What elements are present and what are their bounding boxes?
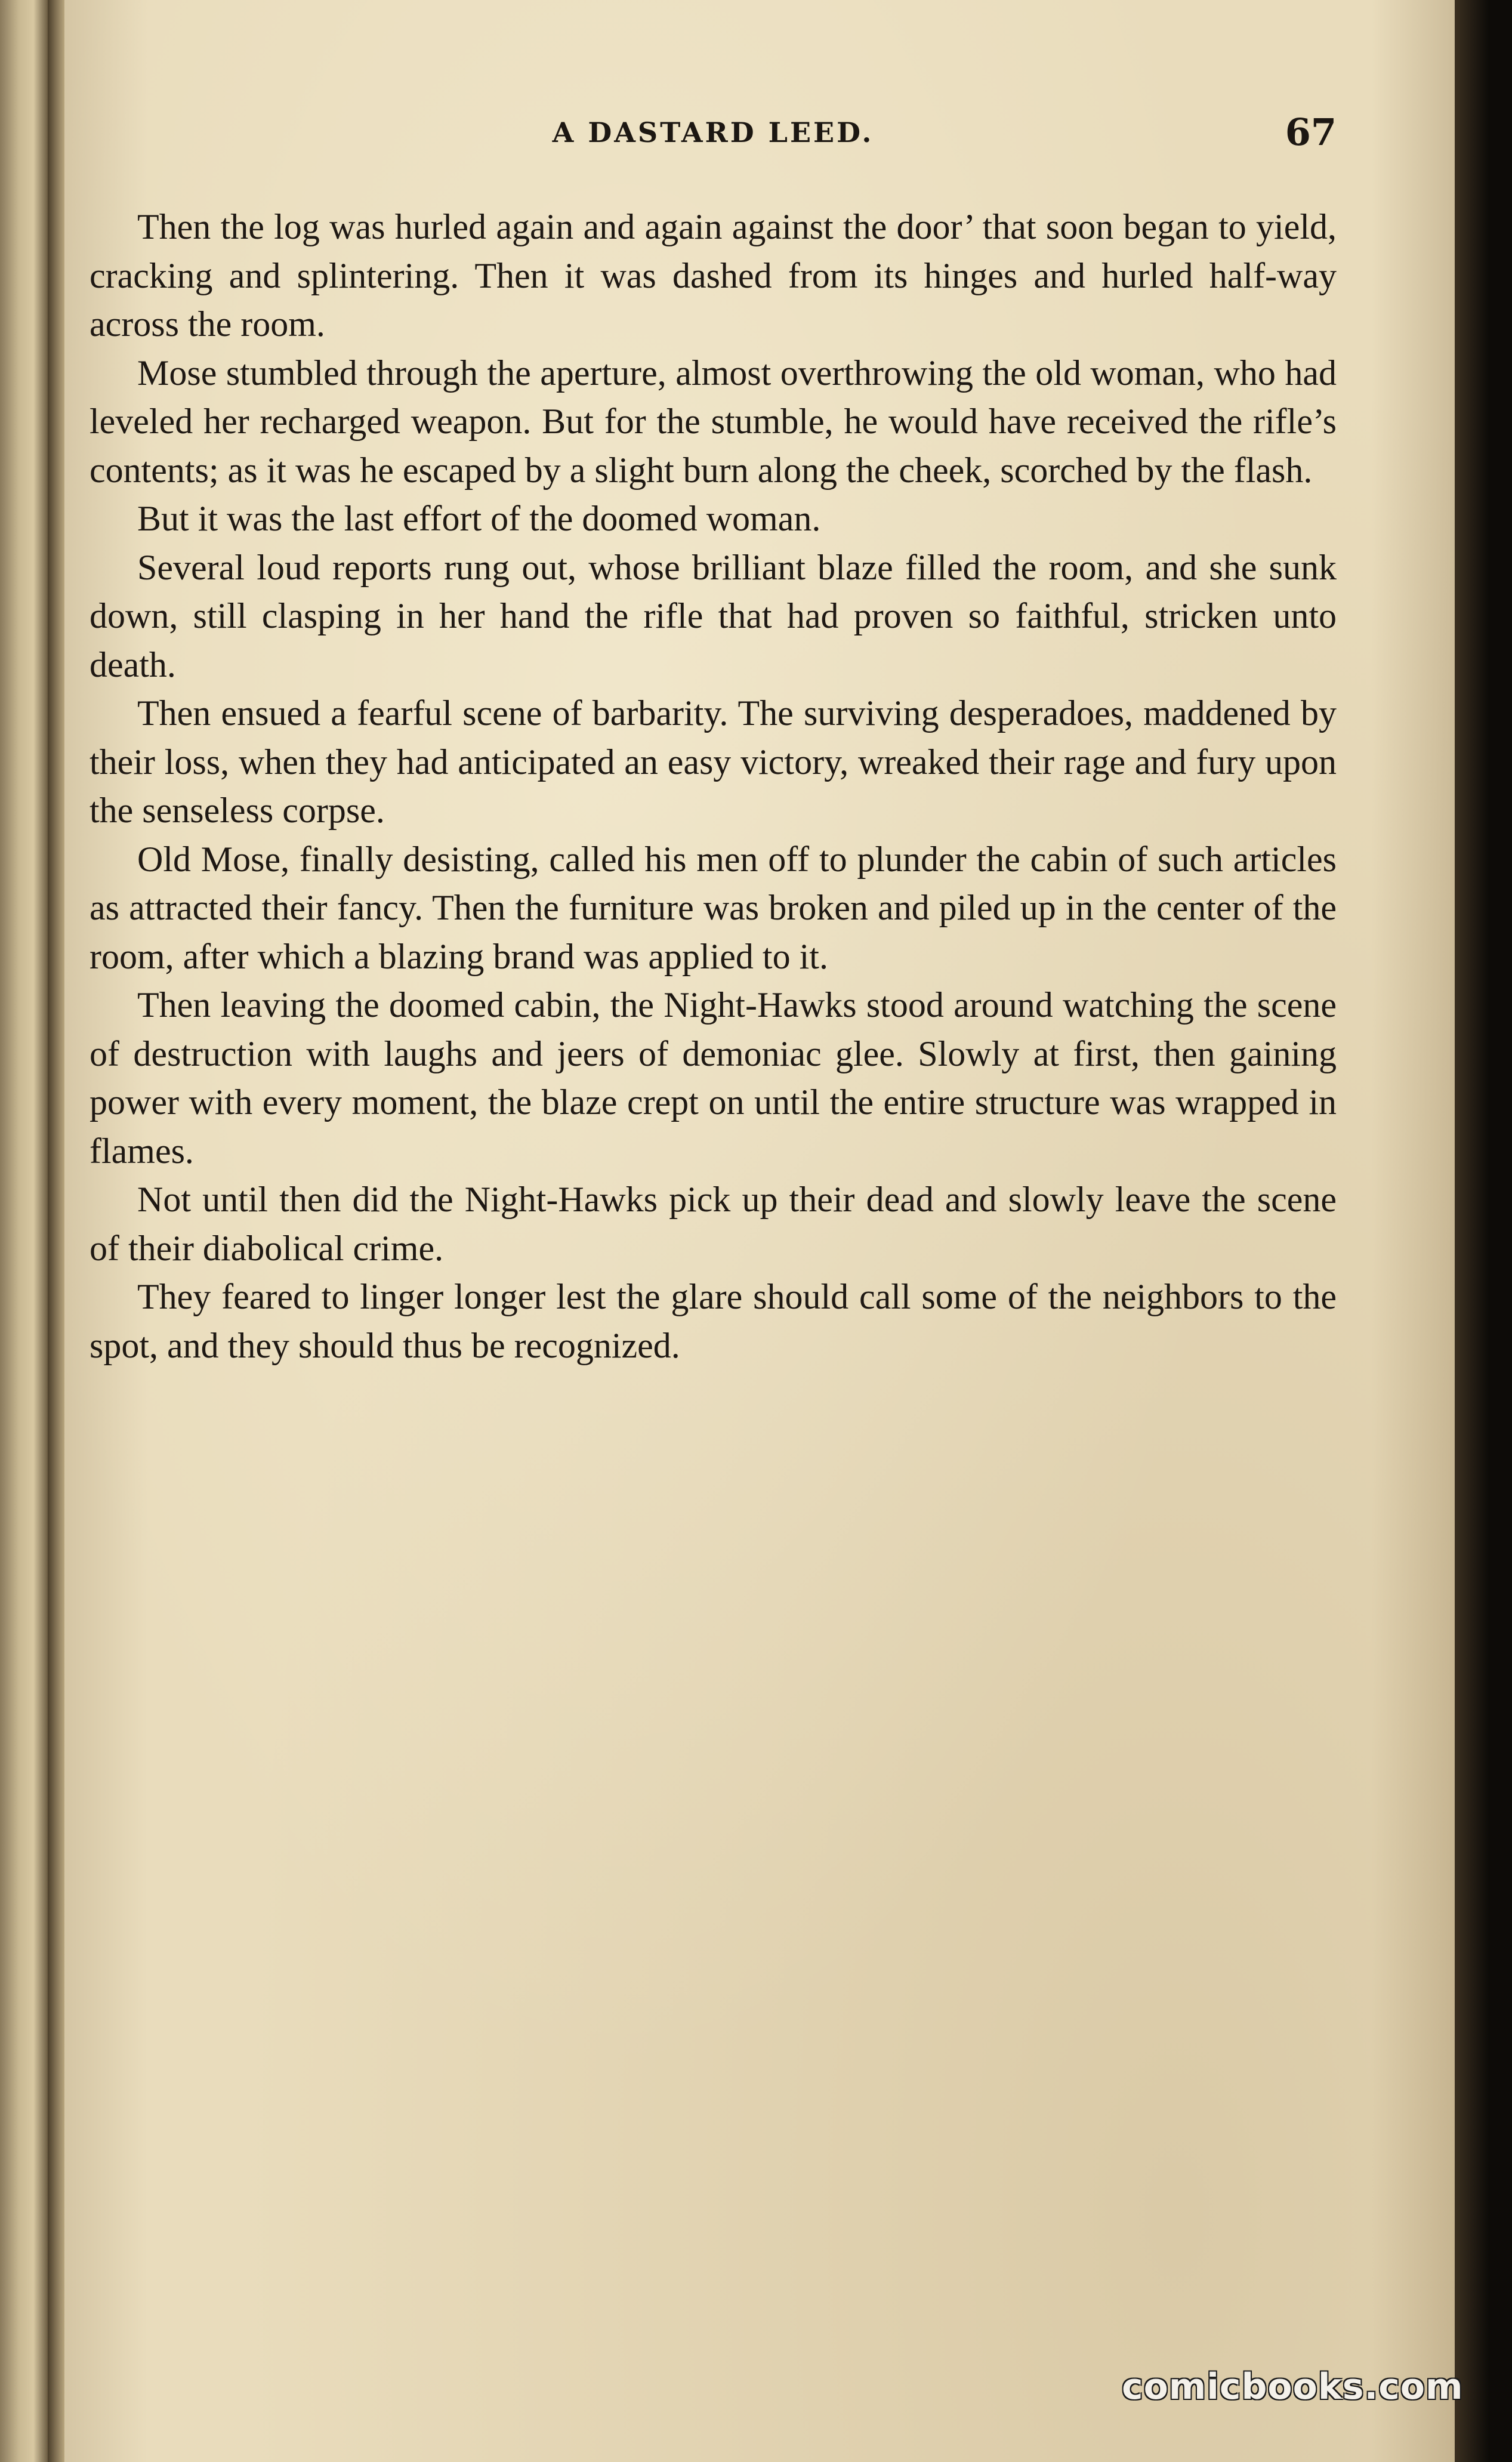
body-text [90, 203, 1337, 1370]
binding-edge [48, 0, 64, 2462]
paragraph: They feared to linger longer lest the glare should call some of the neighbors to the spot, and they should thus be recognized. [90, 1277, 1337, 1365]
site-watermark: comicbooks.com [1122, 2366, 1464, 2408]
running-head [90, 110, 1337, 164]
paragraph: Several loud reports rung out, whose brilliant blaze filled the room, and she sunk down, still clasping in her hand the rifle that had proven so faithful, stricken unto death. [90, 547, 1337, 684]
running-title: A DASTARD LEED. [552, 116, 874, 149]
paragraph: Mose stumbled through the aperture, almost overthrowing the old woman, who had leveled her recharged weapon. But for the stumble, he would have received the rifle’s contents; as it was he escaped by a slight burn along the cheek, scorched by the flash. [90, 353, 1337, 490]
paragraph: Old Mose, finally desisting, called his men off to plunder the cabin of such articles as attracted their fancy. Then the furniture was broken and piled up in the center of the room, after which a blazing brand was applied to it. [90, 839, 1337, 976]
page-right-shadow [1455, 0, 1512, 2462]
previous-page-edge [0, 0, 48, 2462]
paragraph: Then ensued a fearful scene of barbarity. The surviving desperadoes, maddened by their loss, when they had anticipated an easy victory, wreaked their rage and fury upon the senseless corpse. [90, 693, 1337, 830]
paragraph: Then leaving the doomed cabin, the Night-Hawks stood around watching the scene of destruction with laughs and jeers of demoniac glee. Slowly at first, then gaining power with every moment, the blaze crept on until the entire structure was wrapped in flames. [90, 985, 1337, 1171]
paragraph: But it was the last effort of the doomed woman. [137, 499, 821, 538]
paragraph: Then the log was hurled again and again against the door’ that soon began to yield, cracking and splintering. Then it was dashed from its hinges and hurled half-way across the room. [90, 207, 1337, 344]
paragraph: Not until then did the Night-Hawks pick up their dead and slowly leave the scene of their diabolical crime. [90, 1180, 1337, 1268]
page-number: 67 [1285, 110, 1337, 154]
